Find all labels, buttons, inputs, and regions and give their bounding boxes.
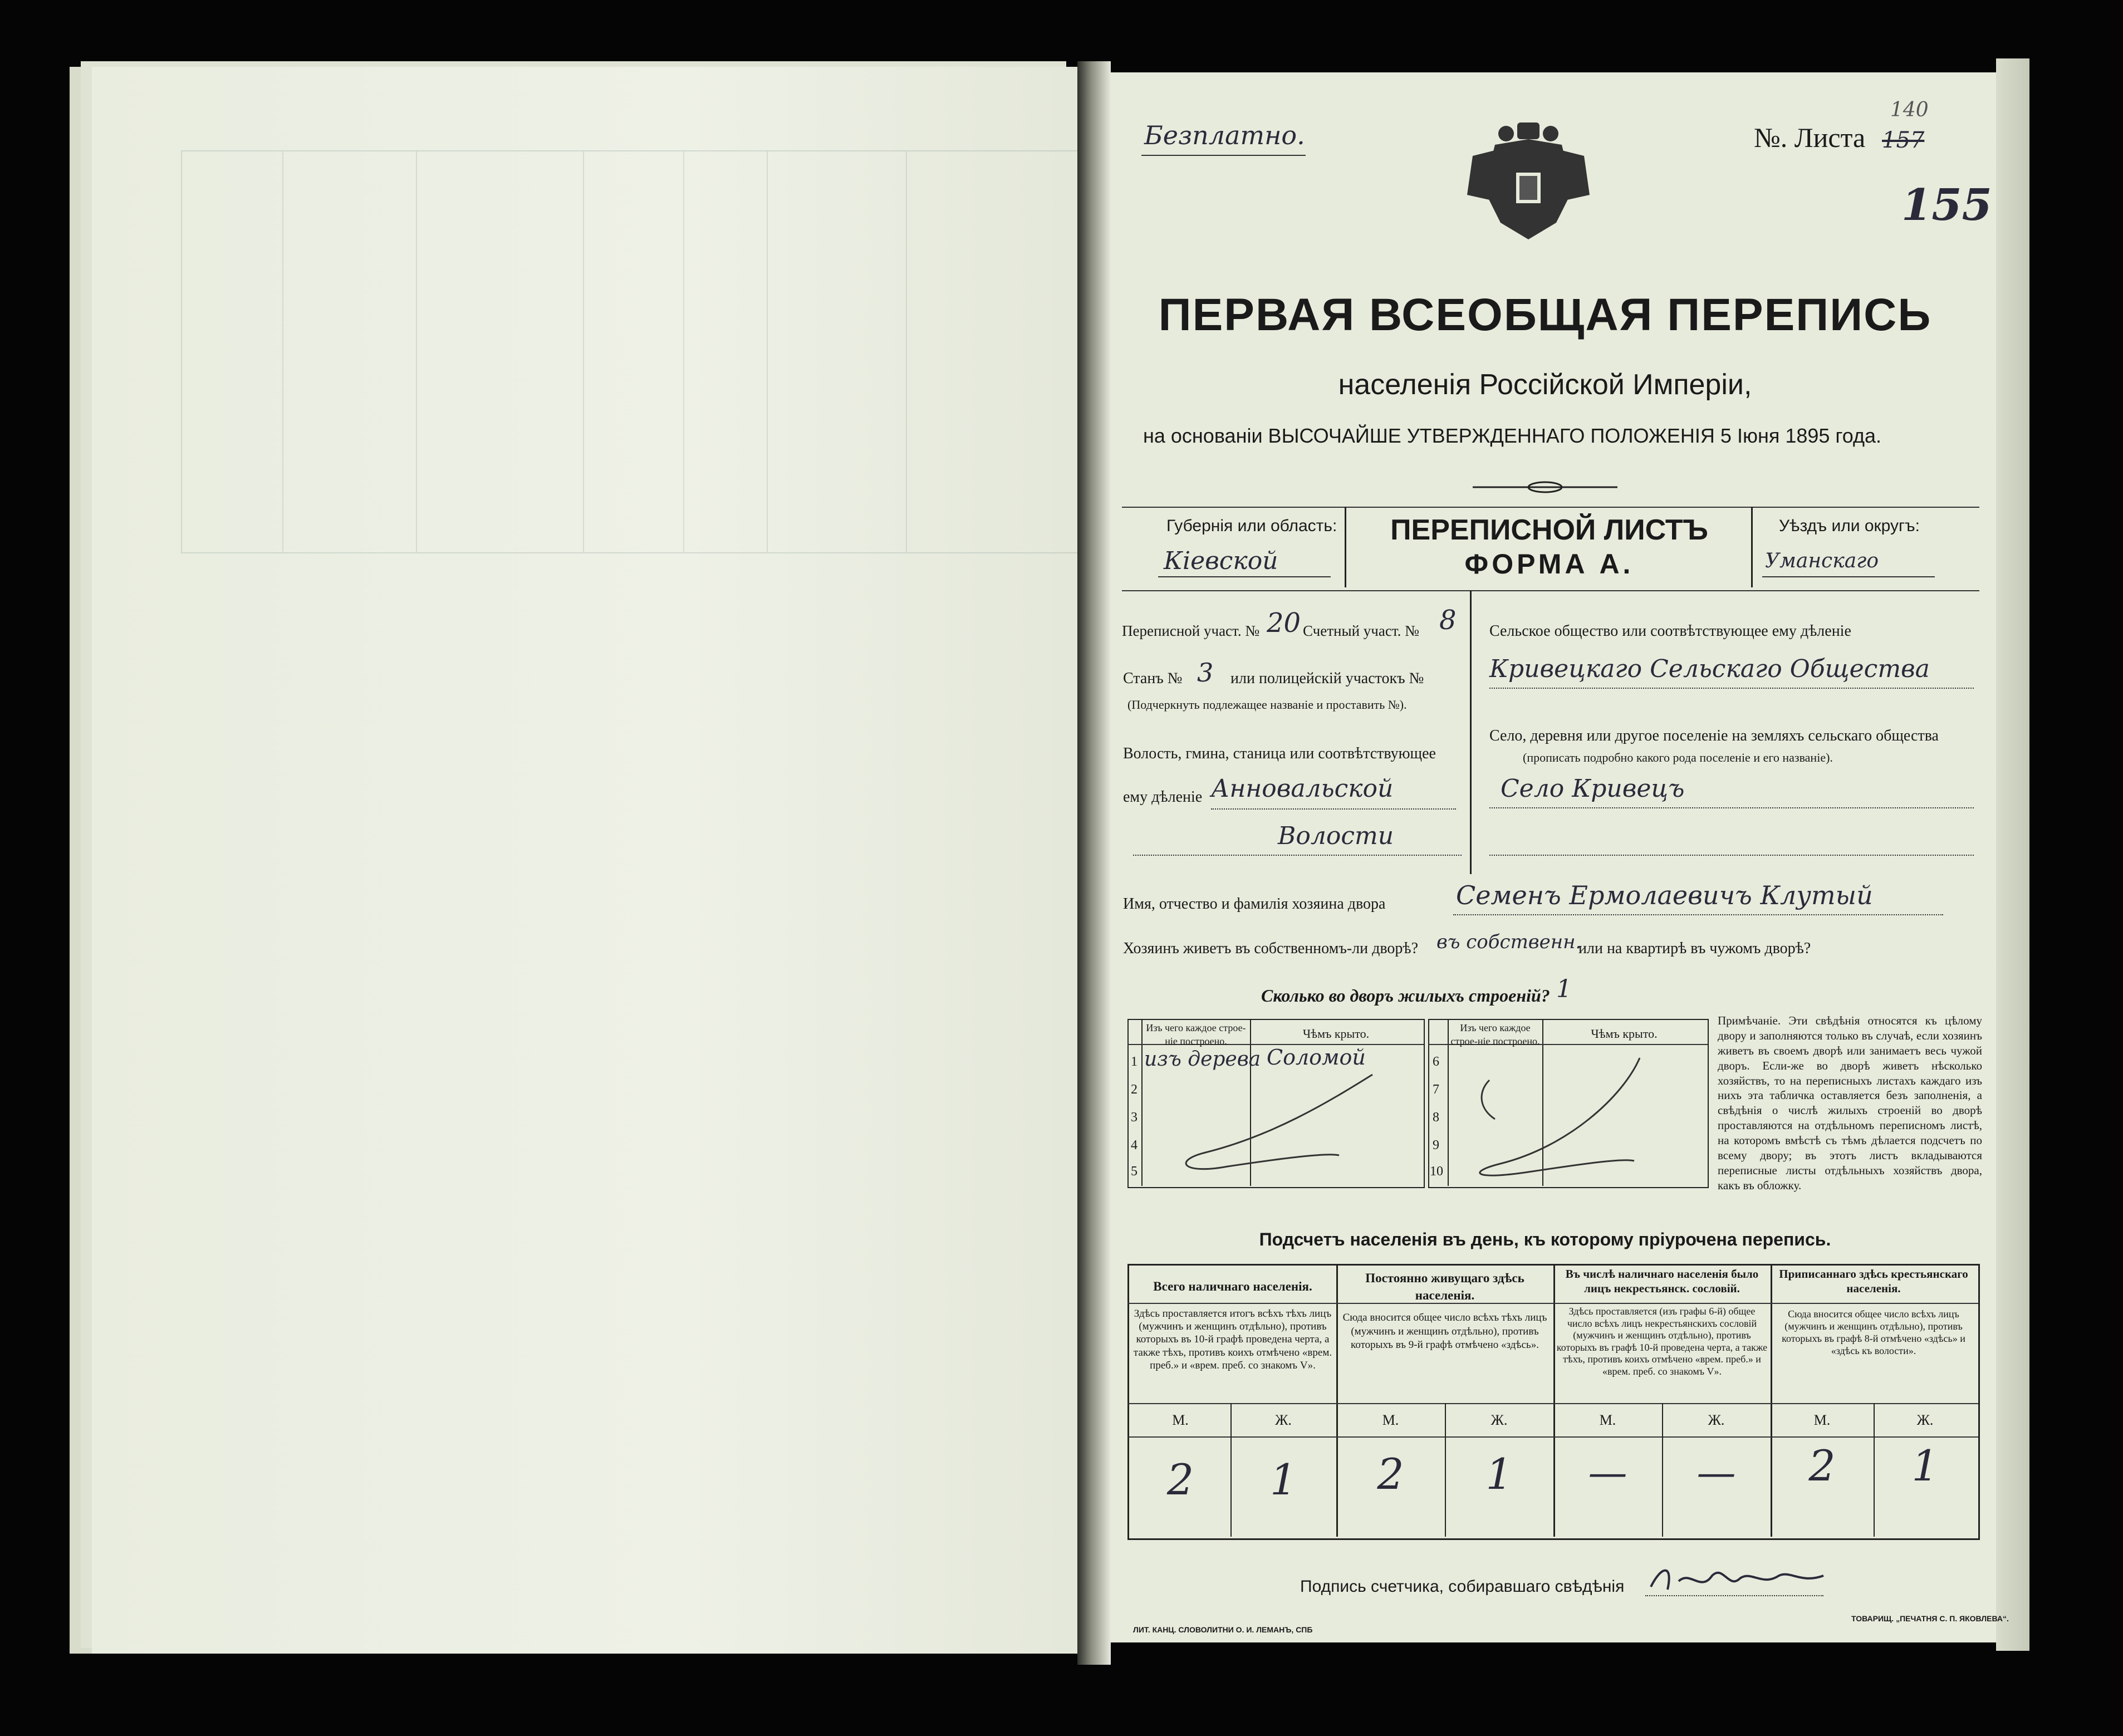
document-title: ПЕРВАЯ ВСЕОБЩАЯ ПЕРЕПИСЬ [1158, 290, 1932, 340]
volost-label: Волость, гмина, станица или соотвѣтствующее [1123, 745, 1436, 762]
row-number: 7 [1433, 1082, 1439, 1097]
count-col3-title: Въ числѣ наличнаго населенія было лицъ некрестьянск. сословій. [1565, 1267, 1759, 1296]
count-col4-male: 2 [1808, 1441, 1836, 1490]
count-col1-male: 2 [1166, 1455, 1194, 1504]
society-label: Сельское общество или соотвѣтствующее ему дѣленіе [1489, 622, 1851, 640]
count-heading: Подсчетъ населенія въ день, къ которому пріурочена перепись. [1259, 1229, 1831, 1249]
row-number: 5 [1131, 1164, 1138, 1179]
female-label: Ж. [1275, 1412, 1292, 1428]
imperial-eagle-emblem [1462, 111, 1595, 251]
book-spine [1077, 61, 1111, 1665]
count-col2-desc: Сюда вносится общее число всѣхъ тѣхъ лицъ (мужчинъ и женщинъ отдѣльно), противъ которыхъ въ 9-й графѣ отмѣчено «здѣсь». [1342, 1312, 1547, 1351]
signature-label: Подпись счетчика, собиравшаго свѣдѣнія [1300, 1577, 1625, 1596]
male-label: М. [1172, 1412, 1189, 1428]
village-note: (прописать подробно какого рода поселеніе и его названіе). [1523, 751, 1833, 764]
buildings-count-value: 1 [1556, 975, 1572, 1003]
volost-value: Анновальской [1211, 774, 1394, 803]
counting-district-label: Счетный участ. № [1303, 622, 1419, 639]
row-number: 9 [1433, 1138, 1439, 1153]
sheet-number-label: №. Листа [1754, 122, 1866, 153]
residence-label-2: или на квартирѣ въ чужомъ дворѣ? [1578, 940, 1811, 957]
society-value: Кривецкаго Сельскаго Общества [1489, 655, 1930, 683]
printer-right: ТОВАРИЩ. „ПЕЧАТНЯ С. П. ЯКОВЛЕВА“. [1851, 1614, 2009, 1623]
ornament-divider [1473, 479, 1617, 496]
sheet-number-big: 155 [1901, 180, 1992, 231]
census-district-label: Переписной участ. № [1122, 622, 1260, 639]
form-title: ФОРМА А. [1464, 548, 1634, 580]
count-col1-title: Всего наличнаго населенія. [1153, 1279, 1312, 1293]
sheet-number-struck: 157 [1882, 127, 1925, 153]
count-col4-female: 1 [1911, 1441, 1939, 1490]
count-col2-female: 1 [1485, 1449, 1513, 1499]
row-number: 1 [1131, 1055, 1138, 1069]
male-label: М. [1599, 1412, 1616, 1428]
material-header-right: Изъ чего каждое строе-ніе построено. [1450, 1022, 1540, 1047]
legal-basis: на основаніи ВЫСОЧАЙШЕ УТВЕРЖДЕННАГО ПОЛОЖЕНІЯ 5 Іюня 1895 года. [1143, 424, 1882, 447]
sheet-type-title: ПЕРЕПИСНОЙ ЛИСТЪ [1390, 514, 1708, 546]
buildings-count-label: Сколько во дворъ жилыхъ строеній? [1261, 985, 1550, 1006]
page-edges [1996, 58, 2029, 1651]
gubernia-value: Кіевской [1164, 547, 1278, 575]
count-col1-desc: Здѣсь проставляется итогъ всѣхъ тѣхъ лицъ (мужчинъ и женщинъ отдѣльно), противъ которыхъ въ 10-й графѣ проведена черта, а также тѣхъ, противъ коихъ отмѣчено «врем. преб.» и «врем. преб. со знакомъ V». [1133, 1308, 1332, 1371]
strike-scribble-left [1161, 1069, 1417, 1180]
row-number: 2 [1131, 1082, 1138, 1097]
male-label: М. [1382, 1412, 1399, 1428]
row-number: 10 [1430, 1164, 1443, 1179]
owner-name-value: Семенъ Ермолаевичъ Клутый [1456, 880, 1873, 910]
police-district-label: или полицейскій участокъ № [1230, 670, 1424, 687]
roof-header-right: Чѣмъ крыто. [1591, 1027, 1658, 1041]
left-page [92, 67, 1077, 1654]
stan-label: Станъ № [1123, 670, 1183, 687]
count-col4-title: Приписаннаго здѣсь крестьянскаго населенія. [1779, 1267, 1968, 1296]
row-number: 8 [1433, 1110, 1439, 1125]
material-header-left: Изъ чего каждое строе-ніе построено. [1146, 1022, 1246, 1047]
roof-value: Соломой [1267, 1045, 1366, 1070]
material-value: изъ дерева [1144, 1048, 1261, 1071]
uezd-label: Уѣздъ или округъ: [1779, 517, 1920, 535]
gubernia-label: Губернія или область: [1166, 517, 1337, 535]
owner-name-label: Имя, отчество и фамилія хозяина двора [1123, 895, 1386, 913]
residence-label: Хозяинъ живетъ въ собственномъ-ли дворѣ? [1123, 940, 1419, 957]
enumerator-signature [1645, 1559, 1835, 1598]
row-number: 4 [1131, 1138, 1138, 1153]
stan-note: (Подчеркнуть подлежащее названіе и проставить №). [1127, 698, 1407, 712]
female-label: Ж. [1916, 1412, 1934, 1428]
strike-scribble-right [1456, 1052, 1701, 1180]
village-label: Село, деревня или другое поселеніе на земляхъ сельскаго общества [1489, 727, 1939, 744]
count-col3-male: — [1588, 1450, 1627, 1495]
note-text: Примѣчаніе. Эти свѣдѣнія относятся къ цѣлому двору и заполняются только въ случаѣ, если хозяинъ живетъ въ своемъ дворѣ или занимаетъ весь чужой дворъ. Если-же во дворѣ живетъ нѣсколько хозяйствъ, то на переписныхъ листахъ каждаго изъ нихъ эта табличка оставляется безъ заполненія, а свѣдѣнія о числѣ жилыхъ строеній во дворѣ проставляются на отдѣльномъ переписномъ листѣ, на которомъ вмѣстѣ съ тѣмъ дѣлается подсчетъ по всему двору; въ этотъ листъ вкладываются переписные листы отдѣльныхъ хозяйствъ двора, какъ въ обложку. [1718, 1014, 1982, 1192]
stan-value: 3 [1197, 658, 1214, 688]
count-col1-female: 1 [1269, 1455, 1297, 1504]
female-label: Ж. [1490, 1412, 1508, 1428]
printer-left: ЛИТ. КАНЦ. СЛОВОЛИТНИ О. И. ЛЕМАНЪ, СПБ [1133, 1625, 1313, 1634]
roof-header-left: Чѣмъ крыто. [1302, 1027, 1370, 1041]
residence-value: въ собственн. [1436, 931, 1582, 953]
village-value: Село Кривецъ [1501, 774, 1685, 803]
female-label: Ж. [1708, 1412, 1725, 1428]
document-subtitle: населенія Россійской Имперіи, [1338, 369, 1752, 401]
row-number: 3 [1131, 1110, 1138, 1125]
sheet-number-pencil: 140 [1890, 99, 1929, 121]
count-col3-female: — [1697, 1450, 1736, 1495]
volost-label-2: ему дѣленіе [1123, 788, 1203, 806]
volost-value-2: Волости [1278, 822, 1394, 850]
uezd-value: Уманскаго [1765, 550, 1879, 572]
census-district-value: 20 [1267, 607, 1301, 639]
bleed-through-table [181, 150, 1102, 553]
row-number: 6 [1433, 1055, 1439, 1069]
counting-district-value: 8 [1439, 605, 1457, 636]
count-col4-desc: Сюда вносится общее число всѣхъ лицъ (мужчинъ и женщинъ отдѣльно), противъ которыхъ въ графѣ 8-й отмѣчено «здѣсь» и «здѣсь къ волости». [1782, 1308, 1965, 1356]
count-col2-male: 2 [1377, 1449, 1404, 1499]
male-label: М. [1813, 1412, 1831, 1428]
count-col2-title: Постоянно живущаго здѣсь населенія. [1365, 1271, 1524, 1303]
census-form-page [1111, 72, 2009, 1642]
count-col3-desc: Здѣсь проставляется (изъ графы 6-й) общее число всѣхъ лицъ некрестьянскихъ сословій (мужчинъ и женщинъ отдѣльно), противъ которыхъ въ графѣ 10-й проведена черта, а также тѣхъ, противъ коихъ отмѣчено «врем. преб.» и «врем. преб. со знакомъ V». [1556, 1306, 1768, 1377]
free-label: Безплатно. [1144, 120, 1305, 150]
